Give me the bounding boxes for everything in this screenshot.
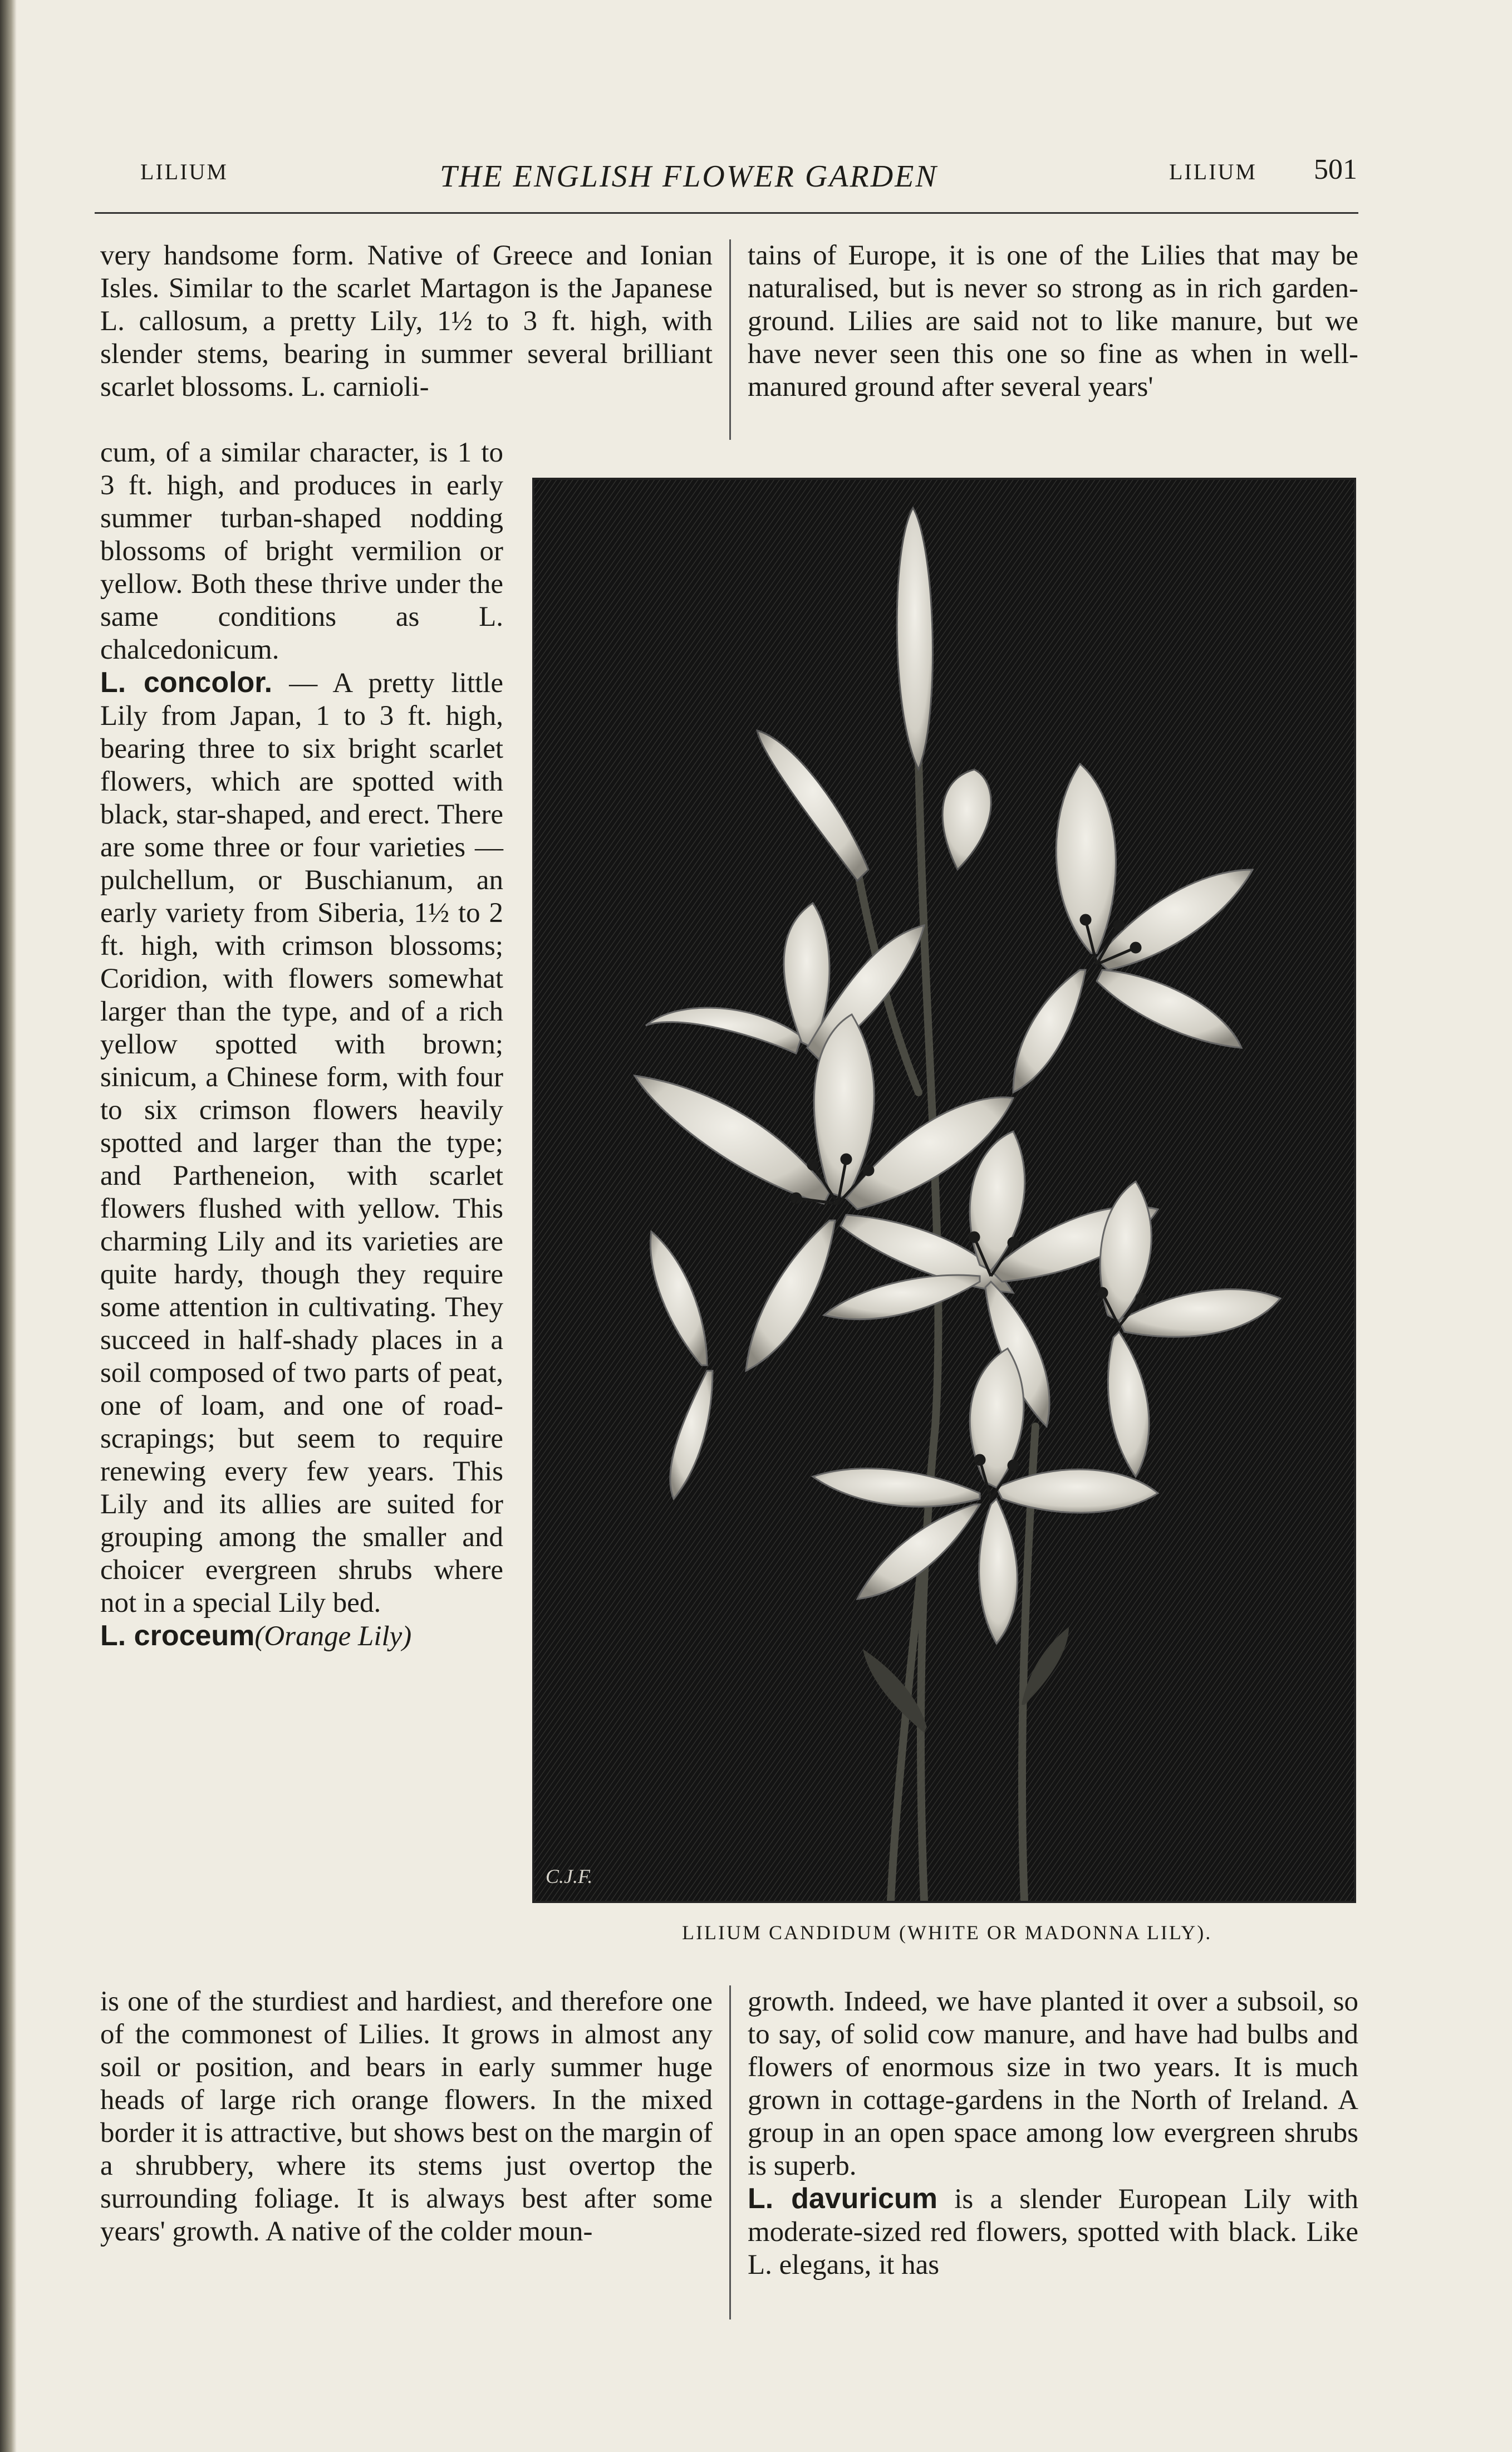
- text-column-top-right: [748, 239, 1358, 404]
- page-number: 501: [1314, 154, 1357, 185]
- engraving-background: [534, 480, 1354, 1901]
- header-book-title: THE ENGLISH FLOWER GARDEN: [440, 159, 938, 194]
- text-column-top-left: [100, 239, 713, 404]
- species-text-concolor: — A pretty little Lily from Japan, 1 to 3 ft. high, bearing three to six bright scarlet flowers, which are spotted with black, star-shaped, and erect. There are some three or four varieties — pulchellum, or Buschianum, an early variety from Siberia, 1½ to 2 ft. high, with crimson blossoms; Coridion, with flowers somewhat larger than the type, and of a rich yellow spotted with brown; sinicum, a Chinese form, with four to six crimson flowers heavily spotted and larger than the type; and Partheneion, with scarlet flowers flushed with yellow. This charming Lily and its varieties are quite hardy, though they require some attention in cultivating. They succeed in half-shady places in a soil composed of two parts of peat, one of loam, and one of road-scrapings; but seem to require renewing every few years. This Lily and its allies are suited for grouping among the smaller and choicer evergreen shrubs where not in a special Lily bed.: [100, 668, 503, 1619]
- species-text-davuricum: is a slender European Lily with moderate-sized red flowers, spotted with black. Like L. elegans, it has: [748, 2184, 1359, 2281]
- paragraph-davuricum: [748, 2183, 1358, 2282]
- header-section-left: LILIUM: [140, 159, 228, 184]
- species-heading-croceum: L. croceum: [100, 1620, 255, 1652]
- running-header: [95, 148, 1358, 203]
- book-spine-edge: [0, 0, 17, 2452]
- text-column-middle-left: [100, 437, 503, 1653]
- header-rule: [95, 212, 1358, 214]
- lily-engraving: [534, 480, 1354, 1901]
- header-section-right: LILIUM: [1169, 159, 1257, 184]
- paragraph-croceum-start: [100, 1620, 503, 1653]
- plate-caption: LILIUM CANDIDUM (WHITE OR MADONNA LILY).: [682, 1921, 1212, 1944]
- species-heading-concolor: L. concolor.: [100, 666, 273, 699]
- engraver-signature: C.J.F.: [546, 1865, 593, 1887]
- lily-engraving-plate: [532, 478, 1356, 1903]
- common-name-croceum: (Orange Lily): [254, 1621, 412, 1652]
- paragraph: growth. Indeed, we have planted it over a subsoil, so to say, of solid cow manure, and have had bulbs and flowers of enormous size in two years. It is much grown in cottage-gardens in the North of Ireland. A group in an open space among low evergreen shrubs is superb.: [748, 1986, 1358, 2181]
- paragraph: is one of the sturdiest and hardiest, and therefore one of the commonest of Lilies. It grows in almost any soil or position, and bears in early summer huge heads of large rich orange flowers. In the mixed border it is attractive, but shows best on the margin of a shrubbery, where its stems just overtop the surrounding foliage. It is always best after some years' growth. A native of the colder moun-: [100, 1986, 713, 2247]
- paragraph-concolor: [100, 666, 503, 1620]
- text-column-bottom-left: [100, 1985, 713, 2248]
- column-divider-bottom: [729, 1985, 731, 2319]
- text-column-bottom-right: [748, 1985, 1358, 2282]
- species-heading-davuricum: L. davuricum: [748, 2183, 938, 2215]
- paragraph: very handsome form. Native of Greece and Ionian Isles. Similar to the scarlet Martagon is the Japanese L. callosum, a pretty Lily, 1½ to 3 ft. high, with slender stems, bearing in summer several brilliant scarlet blossoms. L. carnioli-: [100, 240, 713, 403]
- paragraph: tains of Europe, it is one of the Lilies that may be naturalised, but is never so strong as in rich garden-ground. Lilies are said not to like manure, but we have never seen this one so fine as when in well-manured ground after several years': [748, 240, 1358, 403]
- column-divider-top: [729, 239, 731, 440]
- paragraph: cum, of a similar character, is 1 to 3 ft. high, and produces in early summer turban-shaped nodding blossoms of bright vermilion or yellow. Both these thrive under the same conditions as L. chalcedonicum.: [100, 437, 503, 665]
